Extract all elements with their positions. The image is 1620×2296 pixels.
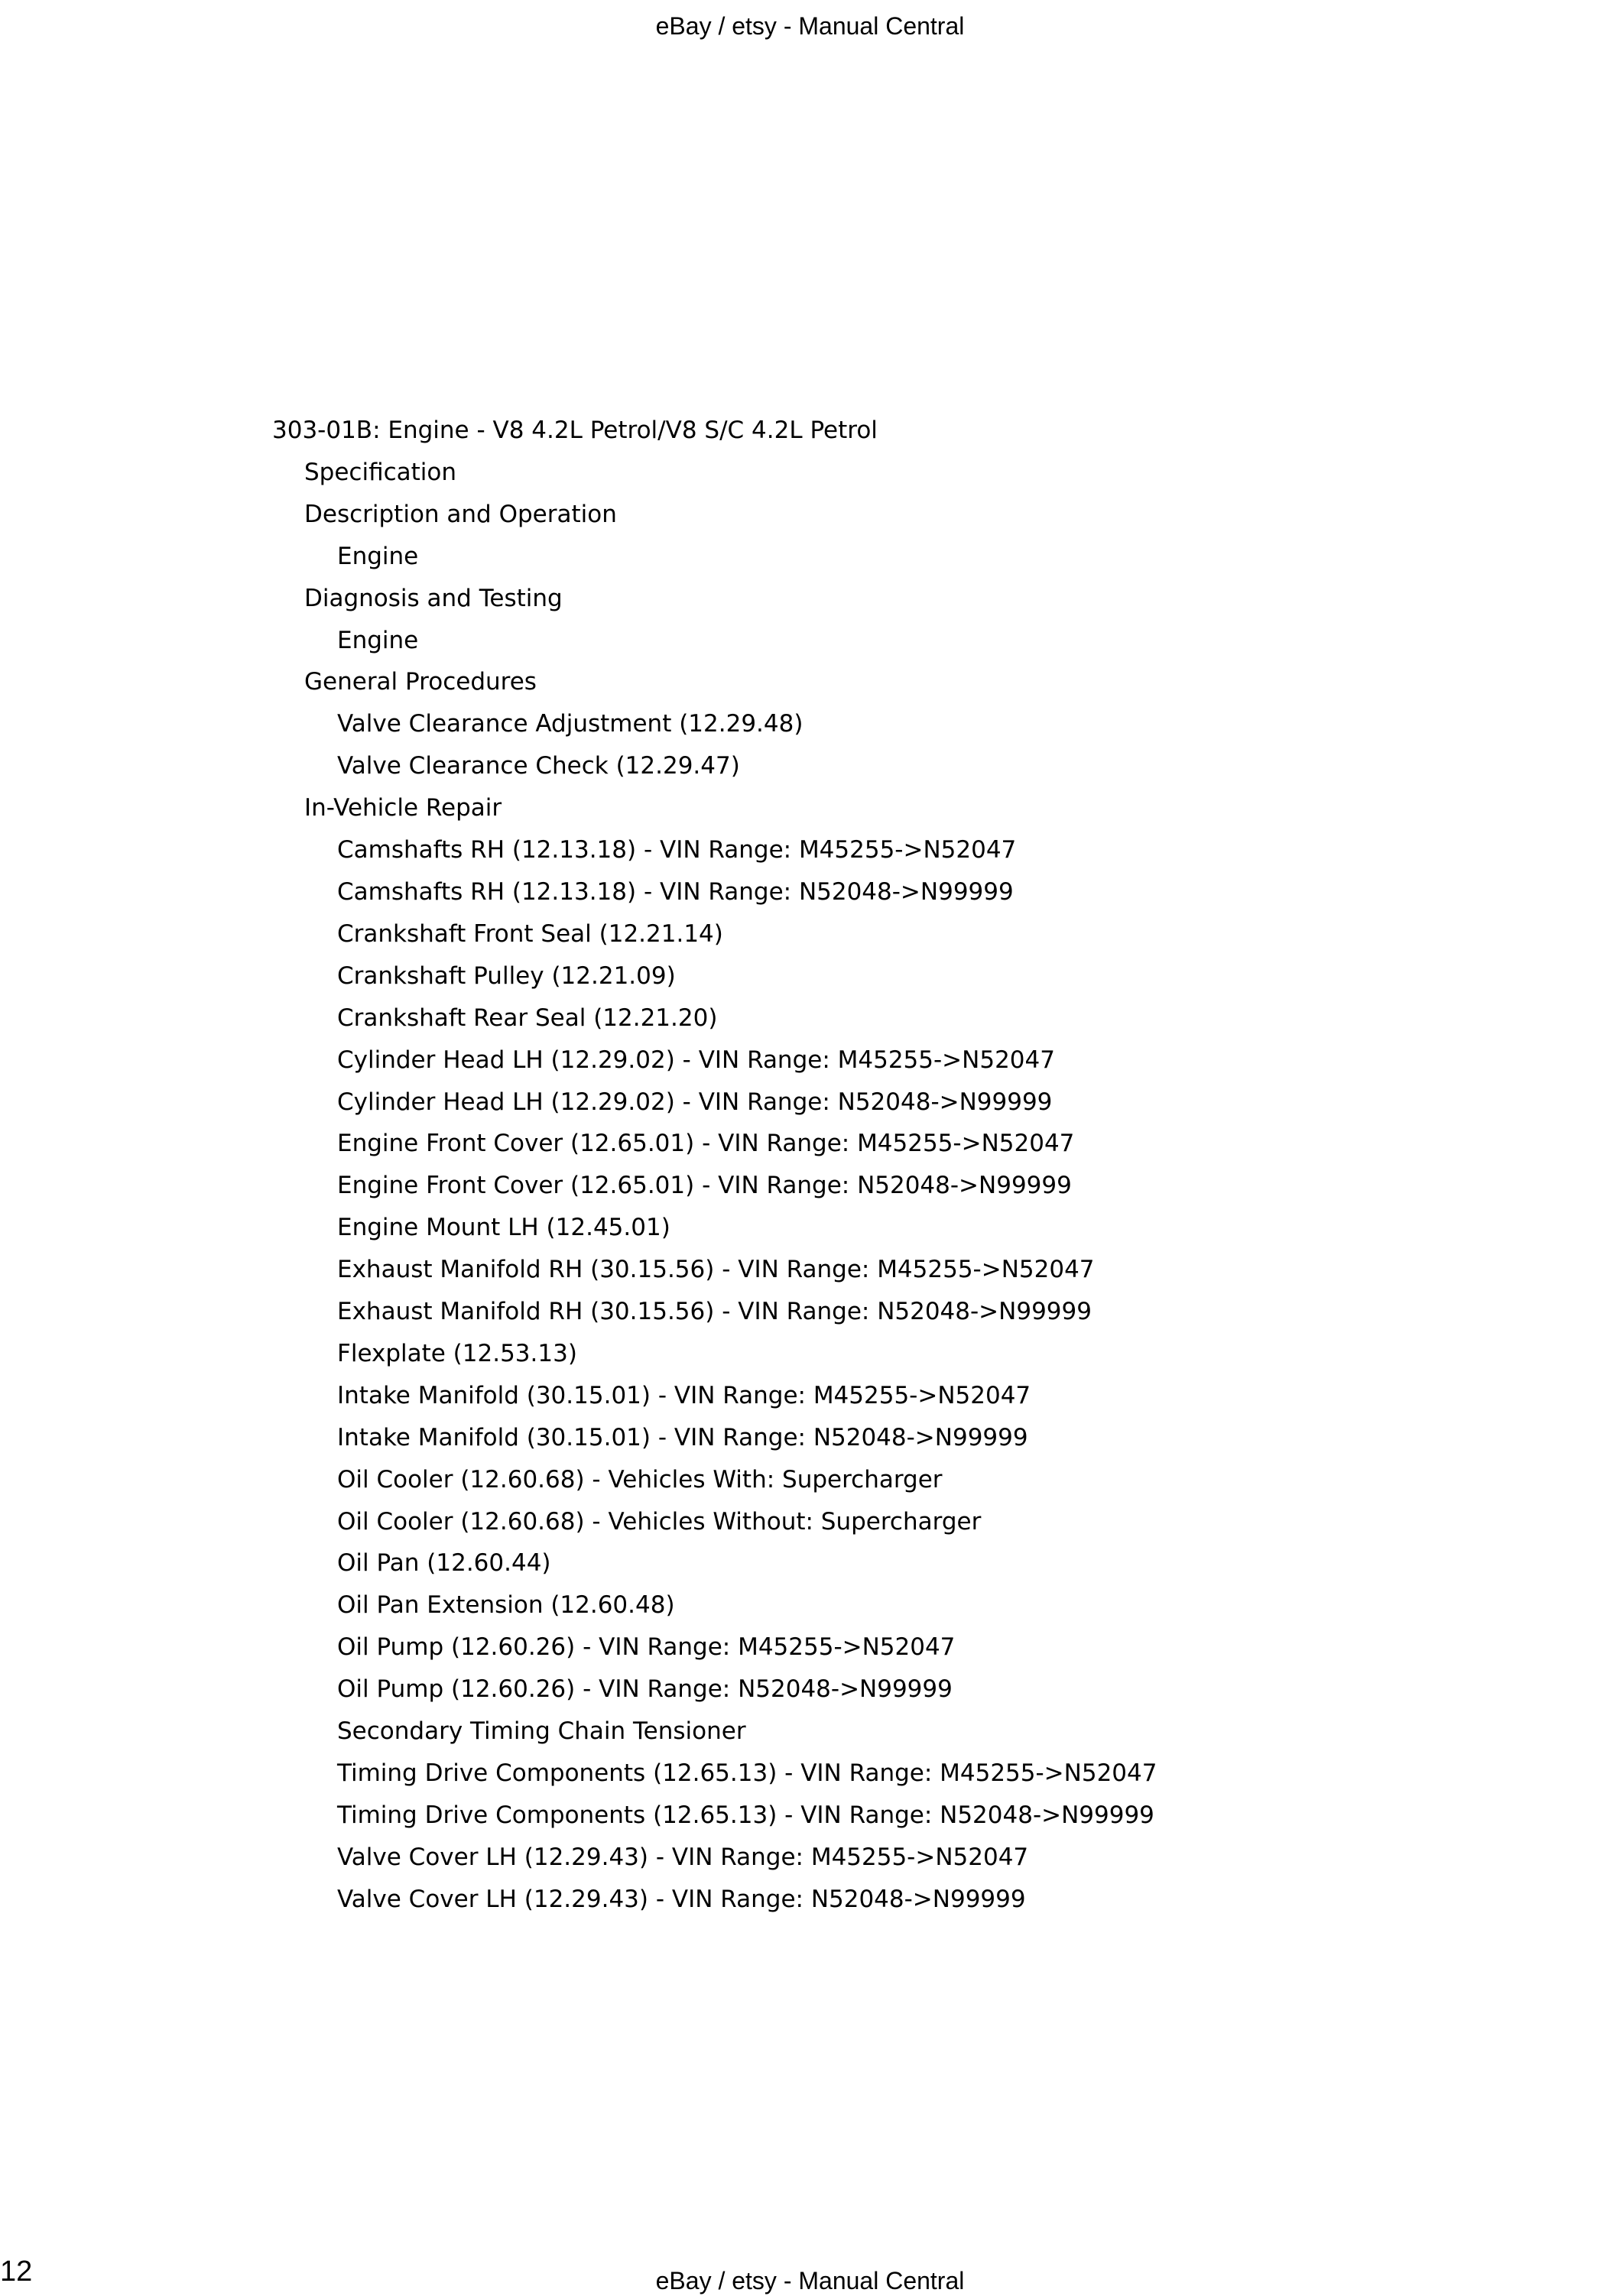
toc-item[interactable]: Valve Cover LH (12.29.43) - VIN Range: M45255->N52047 (337, 1843, 1029, 1871)
toc-specification[interactable]: Specification (304, 458, 457, 486)
toc-item[interactable]: Cylinder Head LH (12.29.02) - VIN Range: N52048->N99999 (337, 1088, 1053, 1116)
toc-item[interactable]: Oil Pump (12.60.26) - VIN Range: M45255->N52047 (337, 1633, 956, 1662)
table-of-contents (272, 410, 1157, 1921)
toc-diagnosis-and-testing[interactable]: Diagnosis and Testing (304, 584, 563, 612)
toc-item[interactable]: Valve Clearance Check (12.29.47) (337, 752, 740, 780)
toc-item[interactable]: Oil Pump (12.60.26) - VIN Range: N52048->N99999 (337, 1675, 953, 1704)
toc-item[interactable]: Engine Mount LH (12.45.01) (337, 1214, 670, 1242)
toc-item[interactable]: Timing Drive Components (12.65.13) - VIN Range: M45255->N52047 (337, 1759, 1157, 1787)
toc-in-vehicle-repair[interactable]: In-Vehicle Repair (304, 794, 502, 822)
toc-item[interactable]: Timing Drive Components (12.65.13) - VIN Range: N52048->N99999 (337, 1801, 1154, 1829)
toc-item[interactable]: Oil Pan (12.60.44) (337, 1549, 551, 1578)
toc-item[interactable]: Crankshaft Rear Seal (12.21.20) (337, 1004, 718, 1032)
toc-item[interactable]: Intake Manifold (30.15.01) - VIN Range: M45255->N52047 (337, 1381, 1031, 1409)
page-footer: eBay / etsy - Manual Central (655, 2267, 965, 2294)
toc-item[interactable]: Secondary Timing Chain Tensioner (337, 1717, 746, 1746)
toc-item[interactable]: Exhaust Manifold RH (30.15.56) - VIN Range: N52048->N99999 (337, 1298, 1092, 1326)
toc-item[interactable]: Valve Cover LH (12.29.43) - VIN Range: N52048->N99999 (337, 1885, 1026, 1913)
toc-item[interactable]: Crankshaft Pulley (12.21.09) (337, 962, 676, 990)
toc-general-procedures[interactable]: General Procedures (304, 668, 537, 696)
toc-item[interactable]: Oil Cooler (12.60.68) - Vehicles With: Supercharger (337, 1465, 943, 1493)
toc-item[interactable]: Engine Front Cover (12.65.01) - VIN Range: M45255->N52047 (337, 1130, 1075, 1158)
toc-item[interactable]: Valve Clearance Adjustment (12.29.48) (337, 710, 804, 738)
toc-item[interactable]: Engine (337, 626, 419, 654)
toc-item[interactable]: Engine Front Cover (12.65.01) - VIN Range: N52048->N99999 (337, 1172, 1072, 1200)
page-header: eBay / etsy - Manual Central (655, 12, 965, 40)
toc-item[interactable]: Oil Pan Extension (12.60.48) (337, 1591, 675, 1620)
toc-item[interactable]: Camshafts RH (12.13.18) - VIN Range: N52048->N99999 (337, 877, 1014, 906)
section-title[interactable]: 303-01B: Engine - V8 4.2L Petrol/V8 S/C 4.2L Petrol (272, 417, 878, 444)
toc-item[interactable]: Engine (337, 542, 419, 570)
toc-description-and-operation[interactable]: Description and Operation (304, 500, 617, 528)
toc-item[interactable]: Cylinder Head LH (12.29.02) - VIN Range: M45255->N52047 (337, 1046, 1055, 1074)
toc-item[interactable]: Exhaust Manifold RH (30.15.56) - VIN Range: M45255->N52047 (337, 1256, 1095, 1284)
toc-item[interactable]: Crankshaft Front Seal (12.21.14) (337, 919, 723, 948)
toc-item[interactable]: Flexplate (12.53.13) (337, 1339, 577, 1367)
toc-item[interactable]: Oil Cooler (12.60.68) - Vehicles Without: Supercharger (337, 1507, 982, 1536)
toc-item[interactable]: Intake Manifold (30.15.01) - VIN Range: N52048->N99999 (337, 1423, 1028, 1451)
page-number: 12 (0, 2255, 33, 2288)
toc-item[interactable]: Camshafts RH (12.13.18) - VIN Range: M45255->N52047 (337, 836, 1017, 864)
